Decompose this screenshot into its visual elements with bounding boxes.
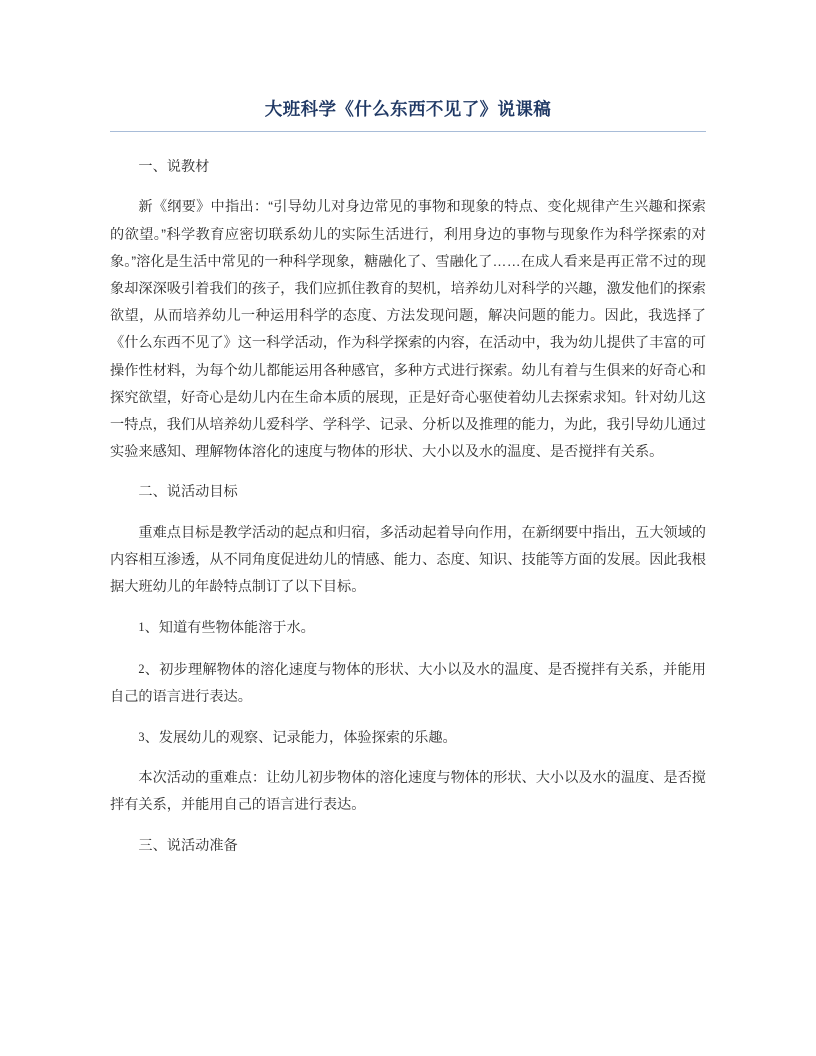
paragraph-activity-goals: 重难点目标是教学活动的起点和归宿，多活动起着导向作用，在新纲要中指出，五大领域的内容相互渗透，从不同角度促进幼儿的情感、能力、态度、知识、技能等方面的发展。因此我根据大班幼儿的年龄特点制订了以下目标。 [110,524,706,596]
paragraph-teaching-material: 新《纲要》中指出：“引导幼儿对身边常见的事物和现象的特点、变化规律产生兴趣和探索的欲望。”科学教育应密切联系幼儿的实际生活进行，利用身边的事物与现象作为科学探索的对象。”溶化是生活中常见的一种科学现象，糖融化了、雪融化了……在成人看来是再正常不过的现象却深深吸引着我们的孩子，我们应抓住教育的契机，培养幼儿对科学的兴趣，激发他们的探索欲望，从而培养幼儿一种运用科学的态度、方法发现问题，解决问题的能力。因此，我选择了《什么东西不见了》这一科学活动，作为科学探索的内容，在活动中，我为幼儿提供了丰富的可操作性材料，为每个幼儿都能运用各种感官，多种方式进行探索。幼儿有着与生俱来的好奇心和探究欲望，好奇心是幼儿内在生命本质的展现，正是好奇心驱使着幼儿去探索求知。针对幼儿这一特点，我们从培养幼儿爱科学、学科学、记录、分析以及推理的能力，为此，我引导幼儿通过实验来感知、理解物体溶化的速度与物体的形状、大小以及水的温度、是否搅拌有关系。 [110,199,706,461]
list-item-number: 2 [138,661,145,676]
page-title: 大班科学《什么东西不见了》说课稿 [264,99,552,119]
list-item-number: 3 [138,729,145,744]
list-item-label: 、发展幼儿的观察、记录能力，体验探索的乐趣。 [144,729,457,746]
section-heading-2: 二、说活动目标 [138,484,238,501]
list-item [110,614,706,642]
document-content [110,0,706,860]
title-divider [110,131,706,132]
list-item-number: 1 [138,620,145,635]
paragraph-key-difficulty: 本次活动的重难点：让幼儿初步物体的溶化速度与物体的形状、大小以及水的温度、是否搅拌有关系，并能用自己的语言进行表达。 [110,770,706,814]
list-item-label: 、知道有些物体能溶于水。 [144,620,315,637]
section-heading-3: 三、说活动准备 [138,837,238,854]
list-item-label: 、初步理解物体的溶化速度与物体的形状、大小以及水的温度、是否搅拌有关系，并能用自己的语言进行表达。 [110,661,706,705]
section-heading-1: 一、说教材 [138,159,210,176]
list-item [110,724,706,752]
document-body [110,154,706,859]
list-item [110,656,706,711]
